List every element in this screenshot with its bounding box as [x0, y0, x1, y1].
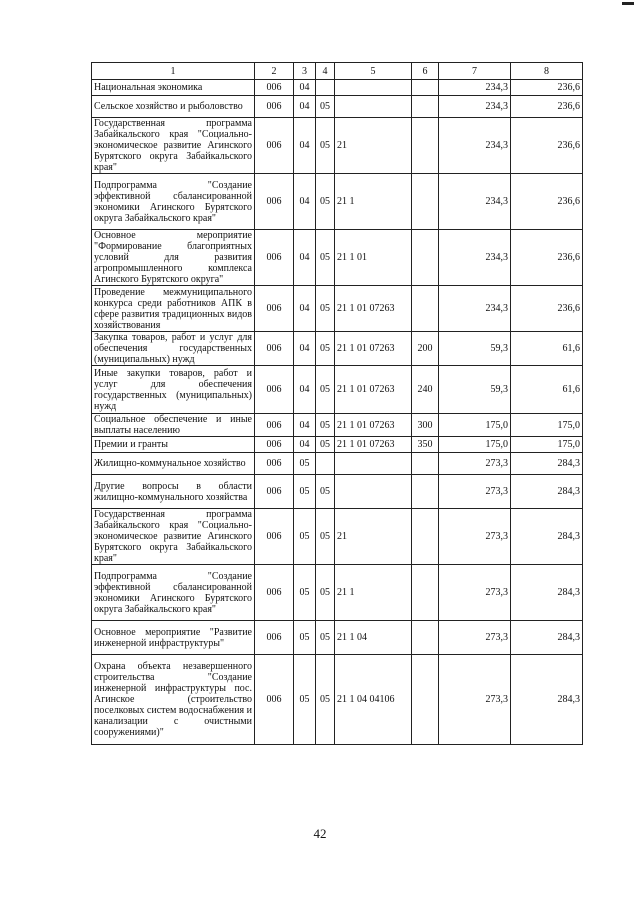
table-row — [92, 118, 583, 174]
row-amount-year1: 234,3 — [439, 174, 511, 230]
row-target-article: 21 1 01 07263 — [335, 366, 412, 414]
row-amount-year1: 234,3 — [439, 80, 511, 96]
row-target-article: 21 — [335, 509, 412, 565]
row-amount-year2: 236,6 — [511, 96, 583, 118]
row-expense-type — [412, 118, 439, 174]
row-section-code: 04 — [294, 174, 316, 230]
table-row — [92, 414, 583, 437]
table-row — [92, 655, 583, 745]
table-row — [92, 332, 583, 366]
row-target-article: 21 1 — [335, 565, 412, 621]
row-ministry-code: 006 — [255, 565, 294, 621]
row-amount-year1: 234,3 — [439, 96, 511, 118]
row-amount-year2: 284,3 — [511, 621, 583, 655]
row-expense-type — [412, 475, 439, 509]
row-subsection-code: 05 — [316, 437, 335, 453]
table-row — [92, 174, 583, 230]
row-amount-year2: 284,3 — [511, 475, 583, 509]
row-subsection-code: 05 — [316, 565, 335, 621]
row-expense-type — [412, 80, 439, 96]
row-amount-year2: 236,6 — [511, 230, 583, 286]
row-name: Государственная программа Забайкальского края "Социально-экономическое развитие Агинского Бурятского округа Забайкальского края" — [92, 118, 255, 174]
row-expense-type: 300 — [412, 414, 439, 437]
row-amount-year1: 234,3 — [439, 286, 511, 332]
row-section-code: 04 — [294, 332, 316, 366]
row-target-article: 21 1 01 07263 — [335, 286, 412, 332]
row-section-code: 05 — [294, 565, 316, 621]
row-name: Основное мероприятие "Формирование благоприятных условий для развития агропромышленного комплекса Агинского Бурятского округа" — [92, 230, 255, 286]
row-subsection-code: 05 — [316, 475, 335, 509]
row-expense-type — [412, 621, 439, 655]
row-target-article — [335, 475, 412, 509]
row-ministry-code: 006 — [255, 509, 294, 565]
row-amount-year2: 61,6 — [511, 366, 583, 414]
row-name: Основное мероприятие "Развитие инженерной инфраструктуры" — [92, 621, 255, 655]
row-ministry-code: 006 — [255, 118, 294, 174]
table-row — [92, 621, 583, 655]
column-header-4: 4 — [316, 63, 335, 80]
row-expense-type — [412, 96, 439, 118]
row-target-article: 21 — [335, 118, 412, 174]
row-subsection-code: 05 — [316, 230, 335, 286]
row-section-code: 05 — [294, 475, 316, 509]
row-section-code: 05 — [294, 509, 316, 565]
row-amount-year2: 236,6 — [511, 286, 583, 332]
column-header-1: 1 — [92, 63, 255, 80]
row-target-article — [335, 80, 412, 96]
row-name: Подпрограмма "Создание эффективной сбалансированной экономики Агинского Бурятского округа Забайкальского края" — [92, 174, 255, 230]
row-name: Другие вопросы в области жилищно-коммунального хозяйства — [92, 475, 255, 509]
row-target-article: 21 1 01 07263 — [335, 414, 412, 437]
row-target-article — [335, 96, 412, 118]
row-section-code: 04 — [294, 80, 316, 96]
row-name: Сельское хозяйство и рыболовство — [92, 96, 255, 118]
column-header-2: 2 — [255, 63, 294, 80]
budget-table — [91, 62, 583, 745]
row-section-code: 04 — [294, 286, 316, 332]
row-ministry-code: 006 — [255, 174, 294, 230]
table-row — [92, 366, 583, 414]
row-name: Иные закупки товаров, работ и услуг для обеспечения государственных (муниципальных) нужд — [92, 366, 255, 414]
row-expense-type — [412, 286, 439, 332]
row-target-article: 21 1 01 07263 — [335, 437, 412, 453]
table-body — [92, 80, 583, 745]
row-subsection-code: 05 — [316, 366, 335, 414]
row-section-code: 04 — [294, 437, 316, 453]
table-row — [92, 509, 583, 565]
row-amount-year2: 284,3 — [511, 509, 583, 565]
row-amount-year1: 59,3 — [439, 366, 511, 414]
row-section-code: 04 — [294, 366, 316, 414]
row-amount-year1: 273,3 — [439, 475, 511, 509]
scan-corner-mark — [622, 2, 634, 5]
row-section-code: 04 — [294, 118, 316, 174]
row-subsection-code: 05 — [316, 621, 335, 655]
row-section-code: 04 — [294, 414, 316, 437]
row-amount-year2: 236,6 — [511, 118, 583, 174]
row-expense-type: 350 — [412, 437, 439, 453]
table-row — [92, 286, 583, 332]
row-ministry-code: 006 — [255, 475, 294, 509]
row-ministry-code: 006 — [255, 286, 294, 332]
row-ministry-code: 006 — [255, 230, 294, 286]
row-ministry-code: 006 — [255, 80, 294, 96]
header-row — [92, 63, 583, 80]
table-row — [92, 230, 583, 286]
table-row — [92, 80, 583, 96]
row-name: Охрана объекта незавершенного строительства "Создание инженерной инфраструктуры пос. Агинское (строительство поселковых систем водоснабжения и канализации с очистными сооружениями)" — [92, 655, 255, 745]
column-header-8: 8 — [511, 63, 583, 80]
row-expense-type — [412, 565, 439, 621]
row-amount-year2: 284,3 — [511, 655, 583, 745]
table-row — [92, 475, 583, 509]
row-target-article: 21 1 04 04106 — [335, 655, 412, 745]
row-ministry-code: 006 — [255, 437, 294, 453]
row-subsection-code — [316, 453, 335, 475]
row-amount-year2: 236,6 — [511, 174, 583, 230]
row-subsection-code: 05 — [316, 174, 335, 230]
row-amount-year2: 61,6 — [511, 332, 583, 366]
row-subsection-code: 05 — [316, 414, 335, 437]
column-header-6: 6 — [412, 63, 439, 80]
row-amount-year2: 284,3 — [511, 453, 583, 475]
row-amount-year1: 273,3 — [439, 621, 511, 655]
row-section-code: 04 — [294, 96, 316, 118]
row-subsection-code: 05 — [316, 332, 335, 366]
row-name: Государственная программа Забайкальского края "Социально-экономическое развитие Агинского Бурятского округа Забайкальского края" — [92, 509, 255, 565]
row-expense-type — [412, 509, 439, 565]
table-row — [92, 437, 583, 453]
row-name: Проведение межмуниципального конкурса среди работников АПК в сфере развития традиционных видов хозяйствования — [92, 286, 255, 332]
row-target-article — [335, 453, 412, 475]
page-number: 42 — [313, 826, 327, 841]
row-target-article: 21 1 01 — [335, 230, 412, 286]
row-name: Премии и гранты — [92, 437, 255, 453]
row-amount-year1: 234,3 — [439, 230, 511, 286]
row-amount-year1: 273,3 — [439, 509, 511, 565]
row-subsection-code: 05 — [316, 286, 335, 332]
row-section-code: 04 — [294, 230, 316, 286]
row-expense-type — [412, 655, 439, 745]
row-section-code: 05 — [294, 655, 316, 745]
row-amount-year1: 175,0 — [439, 437, 511, 453]
row-expense-type: 200 — [412, 332, 439, 366]
row-expense-type — [412, 453, 439, 475]
row-section-code: 05 — [294, 621, 316, 655]
row-amount-year2: 284,3 — [511, 565, 583, 621]
row-name: Закупка товаров, работ и услуг для обеспечения государственных (муниципальных) нужд — [92, 332, 255, 366]
column-header-3: 3 — [294, 63, 316, 80]
row-ministry-code: 006 — [255, 332, 294, 366]
row-amount-year1: 59,3 — [439, 332, 511, 366]
row-ministry-code: 006 — [255, 366, 294, 414]
row-ministry-code: 006 — [255, 655, 294, 745]
column-header-7: 7 — [439, 63, 511, 80]
row-amount-year2: 175,0 — [511, 437, 583, 453]
row-amount-year1: 273,3 — [439, 453, 511, 475]
row-target-article: 21 1 — [335, 174, 412, 230]
row-expense-type — [412, 230, 439, 286]
row-amount-year1: 234,3 — [439, 118, 511, 174]
row-target-article: 21 1 04 — [335, 621, 412, 655]
row-subsection-code: 05 — [316, 655, 335, 745]
row-expense-type — [412, 174, 439, 230]
column-header-5: 5 — [335, 63, 412, 80]
row-name: Подпрограмма "Создание эффективной сбалансированной экономики Агинского Бурятского округа Забайкальского края" — [92, 565, 255, 621]
row-subsection-code — [316, 80, 335, 96]
row-ministry-code: 006 — [255, 621, 294, 655]
row-subsection-code: 05 — [316, 118, 335, 174]
row-name: Социальное обеспечение и иные выплаты населению — [92, 414, 255, 437]
row-section-code: 05 — [294, 453, 316, 475]
row-amount-year1: 273,3 — [439, 565, 511, 621]
table-row — [92, 453, 583, 475]
table-row — [92, 96, 583, 118]
row-amount-year2: 236,6 — [511, 80, 583, 96]
row-target-article: 21 1 01 07263 — [335, 332, 412, 366]
row-amount-year1: 273,3 — [439, 655, 511, 745]
table-row — [92, 565, 583, 621]
row-subsection-code: 05 — [316, 96, 335, 118]
row-subsection-code: 05 — [316, 509, 335, 565]
row-amount-year1: 175,0 — [439, 414, 511, 437]
row-amount-year2: 175,0 — [511, 414, 583, 437]
row-ministry-code: 006 — [255, 414, 294, 437]
row-name: Национальная экономика — [92, 80, 255, 96]
row-name: Жилищно-коммунальное хозяйство — [92, 453, 255, 475]
row-ministry-code: 006 — [255, 96, 294, 118]
row-expense-type: 240 — [412, 366, 439, 414]
row-ministry-code: 006 — [255, 453, 294, 475]
